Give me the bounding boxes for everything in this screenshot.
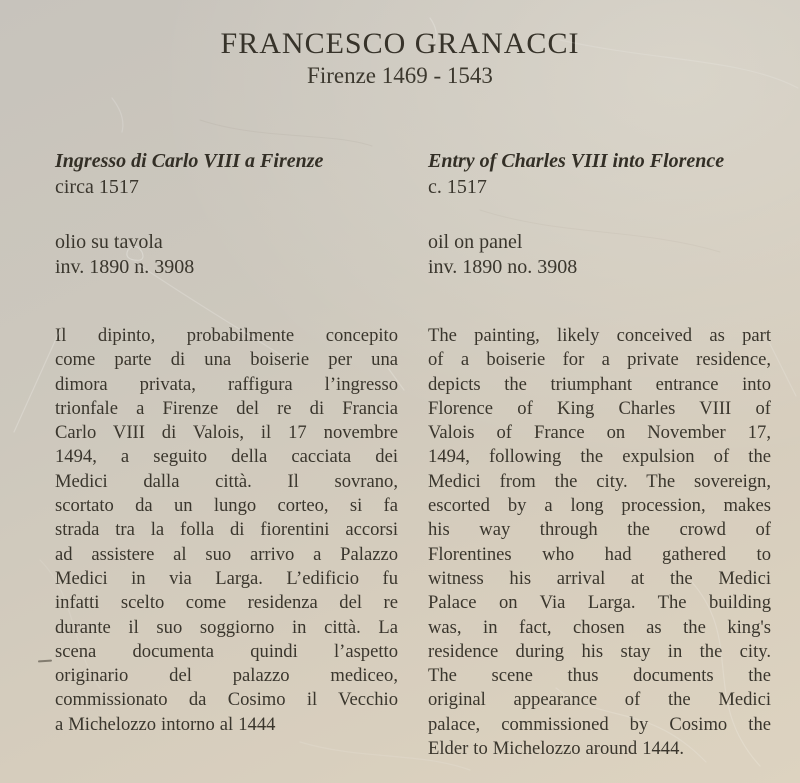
description-line: 1494, following the expulsion of the: [428, 446, 771, 468]
description-line: trionfale a Firenze del re di Francia: [55, 397, 398, 419]
work-title-english: Entry of Charles VIII into Florence: [428, 150, 725, 172]
work-date-english: c. 1517: [428, 176, 487, 198]
description-line: Medici from the city. The sovereign,: [428, 470, 771, 492]
description-italian: [55, 324, 398, 737]
description-line: infatti scelto come residenza del re: [55, 592, 398, 614]
inventory-number-english: inv. 1890 no. 3908: [428, 256, 578, 278]
description-line: Medici in via Larga. L’edificio fu: [55, 567, 398, 589]
description-line: scortato da un lungo corteo, si fa: [55, 495, 398, 517]
description-line: palace, commissioned by Cosimo the: [428, 713, 771, 735]
description-line: ad assistere al suo arrivo a Palazzo: [55, 543, 398, 565]
medium-block-italian: [55, 230, 398, 280]
description-line: a Michelozzo intorno al 1444: [55, 713, 276, 735]
description-line: Elder to Michelozzo around 1444.: [428, 738, 685, 760]
english-column: [428, 148, 771, 761]
label-header: [0, 0, 800, 90]
bilingual-columns: [0, 148, 800, 761]
description-line: durante il suo soggiorno in città. La: [55, 616, 398, 638]
work-title-italian: Ingresso di Carlo VIII a Firenze: [55, 150, 324, 172]
description-line: residence during his stay in the city.: [428, 640, 771, 662]
description-line: escorted by a long procession, makes: [428, 495, 771, 517]
description-line: scena documenta quindi l’aspetto: [55, 640, 398, 662]
description-line: his way through the crowd of: [428, 519, 771, 541]
description-line: dimora privata, raffigura l’ingresso: [55, 373, 398, 395]
description-line: depicts the triumphant entrance into: [428, 373, 771, 395]
description-line: strada tra la folla di fiorentini accorsi: [55, 519, 398, 541]
inventory-number-italian: inv. 1890 n. 3908: [55, 256, 195, 278]
medium-english: oil on panel: [428, 231, 523, 253]
description-line: was, in fact, chosen as the king's: [428, 616, 771, 638]
description-line: Il dipinto, probabilmente concepito: [55, 325, 398, 346]
italian-column: [55, 148, 398, 761]
description-line: The painting, likely conceived as part: [428, 325, 771, 346]
description-line: Valois of France on November 17,: [428, 422, 771, 444]
description-line: commissionato da Cosimo il Vecchio: [55, 689, 398, 711]
description-line: come parte di una boiserie per una: [55, 349, 398, 371]
description-line: originario del palazzo mediceo,: [55, 665, 398, 687]
artist-life-dates: Firenze 1469 - 1543: [307, 63, 493, 88]
description-line: The scene thus documents the: [428, 665, 771, 687]
description-line: Carlo VIII di Valois, il 17 novembre: [55, 422, 398, 444]
description-line: Florentines who had gathered to: [428, 543, 771, 565]
medium-block-english: [428, 230, 771, 280]
description-line: Palace on Via Larga. The building: [428, 592, 771, 614]
description-line: witness his arrival at the Medici: [428, 567, 771, 589]
medium-italian: olio su tavola: [55, 231, 163, 253]
description-line: Medici dalla città. Il sovrano,: [55, 470, 398, 492]
work-date-italian: circa 1517: [55, 176, 139, 198]
artist-name: FRANCESCO GRANACCI: [220, 27, 580, 60]
description-english: [428, 324, 771, 761]
description-line: original appearance of the Medici: [428, 689, 771, 711]
description-line: Florence of King Charles VIII of: [428, 397, 771, 419]
description-line: of a boiserie for a private residence,: [428, 349, 771, 371]
description-line: 1494, a seguito della cacciata dei: [55, 446, 398, 468]
